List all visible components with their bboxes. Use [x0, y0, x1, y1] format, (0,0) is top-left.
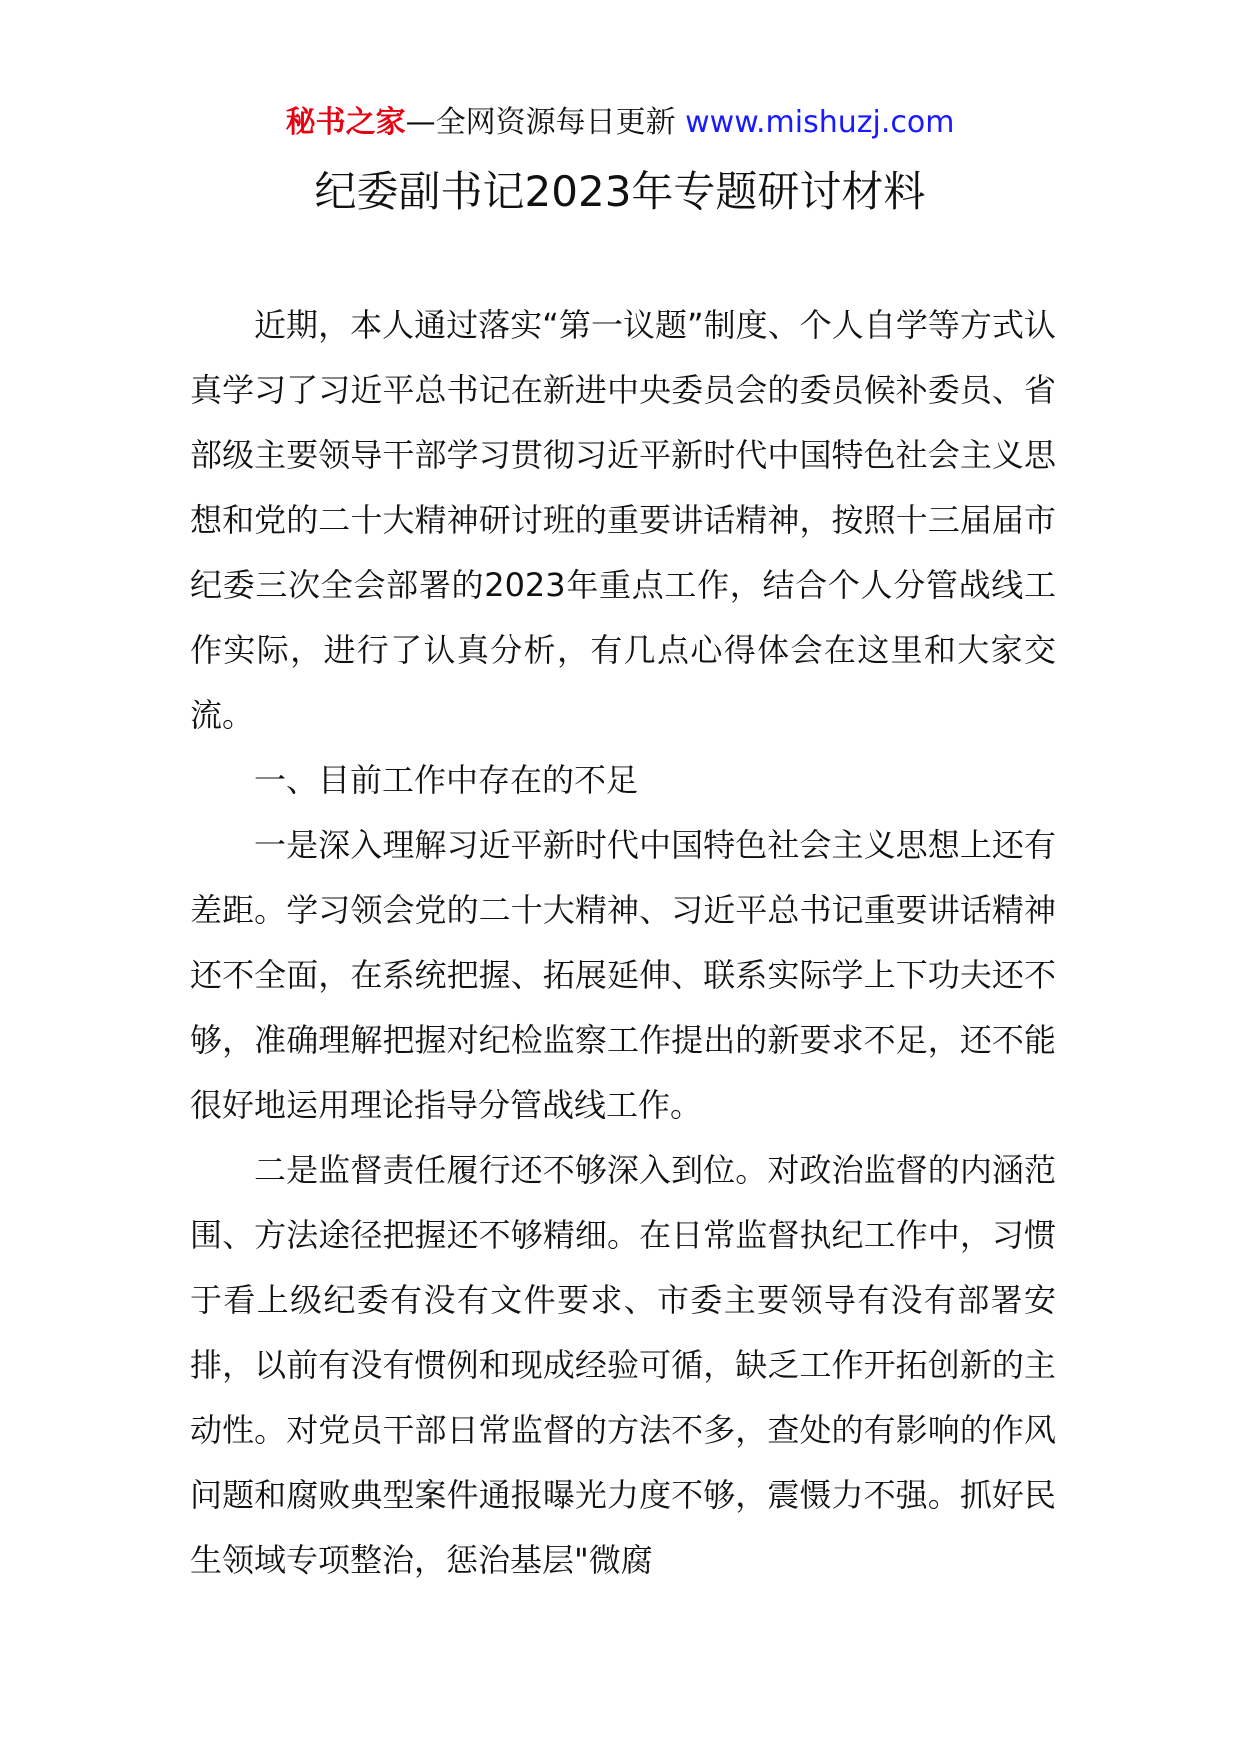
document-title: 纪委副书记2023年专题研讨材料 [314, 167, 926, 216]
site-header [0, 103, 1240, 143]
document-body [190, 293, 1056, 1593]
site-brand: 秘书之家 [285, 105, 406, 140]
section-heading: 一、目前工作中存在的不足 [254, 761, 639, 799]
site-slogan: —全网资源每日更新 [405, 105, 676, 140]
paragraph-intro: 近期，本人通过落实“第一议题”制度、个人自学等方式认真学习了习近平总书记在新进中央委员会的委员候补委员、省部级主要领导干部学习贯彻习近平新时代中国特色社会主义思想和党的二十大精神研讨班的重要讲话精神，按照十三届届市纪委三次全会部署的2023年重点工作，结合个人分管战线工作实际，进行了认真分析，有几点心得体会在这里和大家交流。 [190, 306, 1056, 734]
site-url-link[interactable]: www.mishuzj.com [685, 105, 955, 140]
paragraph-point-one: 一是深入理解习近平新时代中国特色社会主义思想上还有差距。学习领会党的二十大精神、习近平总书记重要讲话精神还不全面，在系统把握、拓展延伸、联系实际学上下功夫还不够，准确理解把握对纪检监察工作提出的新要求不足，还不能很好地运用理论指导分管战线工作。 [190, 826, 1056, 1124]
paragraph-point-two: 二是监督责任履行还不够深入到位。对政治监督的内涵范围、方法途径把握还不够精细。在日常监督执纪工作中，习惯于看上级纪委有没有文件要求、市委主要领导有没有部署安排，以前有没有惯例和现成经验可循，缺乏工作开拓创新的主动性。对党员干部日常监督的方法不多，查处的有影响的作风问题和腐败典型案件通报曝光力度不够，震慑力不强。抓好民生领域专项整治，惩治基层"微腐 [190, 1151, 1056, 1579]
